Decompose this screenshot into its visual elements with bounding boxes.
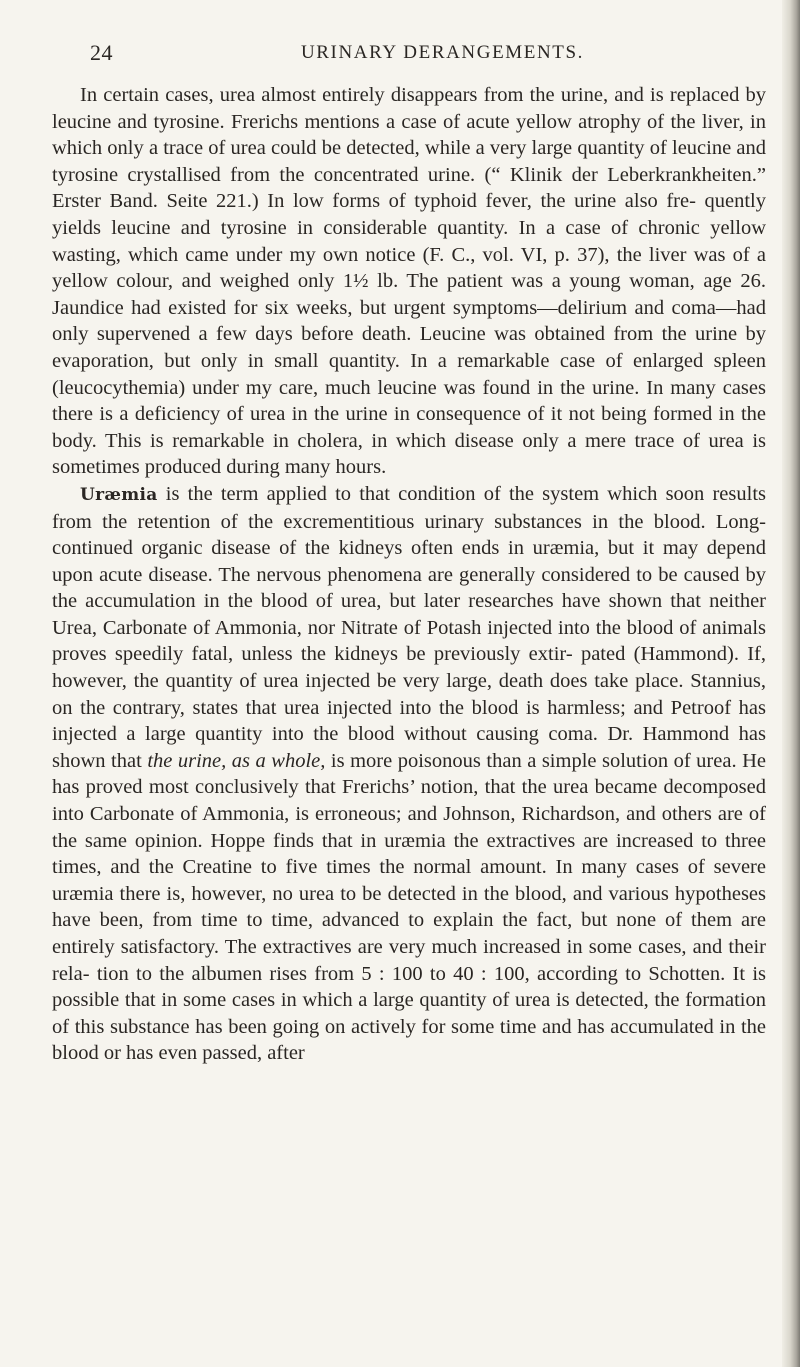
page-header	[90, 40, 765, 70]
body-text	[52, 82, 766, 1067]
page-number: 24	[90, 40, 113, 65]
running-head: URINARY DERANGEMENTS.	[300, 42, 585, 63]
paragraph-uraemia	[52, 481, 766, 1067]
page-edge-shadow	[782, 0, 800, 1367]
uraemia-italic-phrase: the urine, as a whole,	[147, 749, 326, 772]
paragraph-urea-disappearance: In certain cases, urea almost entirely disappears from the urine, and is replaced by leucine and tyrosine. Frerichs mentions a case of acute yellow atrophy of the liver, in which only a trace of urea could be detected, while a very large quantity of leucine and tyrosine crystallised from the concentrated urine. (“ Klinik der Leberkrankheiten.” Erster Band. Seite 221.) In low forms of typhoid fever, the urine also fre- quently yields leucine and tyrosine in considerable quantity. In a case of chronic yellow wasting, which came under my own notice (F. C., vol. VI, p. 37), the liver was of a yellow colour, and weighed only 1½ lb. The patient was a young woman, age 26. Jaundice had existed for six weeks, but urgent symptoms—delirium and coma—had only supervened a few days before death. Leucine was obtained from the urine by evaporation, but only in small quantity. In a remarkable case of enlarged spleen (leucocythemia) under my care, much leucine was found in the urine. In many cases there is a deficiency of urea in the urine in consequence of it not being formed in the body. This is remarkable in cholera, in which disease only a mere trace of urea is sometimes produced during many hours.	[52, 84, 766, 479]
uraemia-text-part-1: is the term applied to that condition of the system which soon results from the retention of the excrementitious urinary substances in the blood. Long-continued organic disease of the kidneys often ends in uræmia, but it may depend upon acute disease. The nervous phenomena are generally considered to be caused by the accumulation in the blood of urea, but later researches have shown that neither Urea, Carbonate of Ammonia, nor Nitrate of Potash injected into the blood of animals proves speedily fatal, unless the kidneys be previously extir- pated (Hammond). If, however, the quantity of urea injected be very large, death does take place. Stannius, on the contrary, states that urea injected into the blood is harmless; and Petroof has injected a large quantity into the blood without causing coma. Dr. Hammond has shown that	[52, 482, 766, 772]
uraemia-text-part-2: is more poisonous than a simple solution of urea. He has proved most conclusively that Frerichs’ notion, that the urea became decomposed into Carbonate of Ammonia, is erroneous; and Johnson, Richardson, and others are of the same opinion. Hoppe finds that in uræmia the extractives are increased to three times, and the Creatine to five times the normal amount. In many cases of severe uræmia there is, however, no urea to be detected in the blood, and various hypotheses have been, from time to time, advanced to explain the fact, but none of them are entirely satisfactory. The extractives are very much increased in some cases, and their rela- tion to the albumen rises from 5 : 100 to 40 : 100, according to Schotten. It is possible that in some cases in which a large quantity of urea is detected, the formation of this substance has been going on actively for some time and has accumulated in the blood or has even passed, after	[52, 749, 766, 1065]
uraemia-term: Uræmia	[80, 484, 158, 505]
